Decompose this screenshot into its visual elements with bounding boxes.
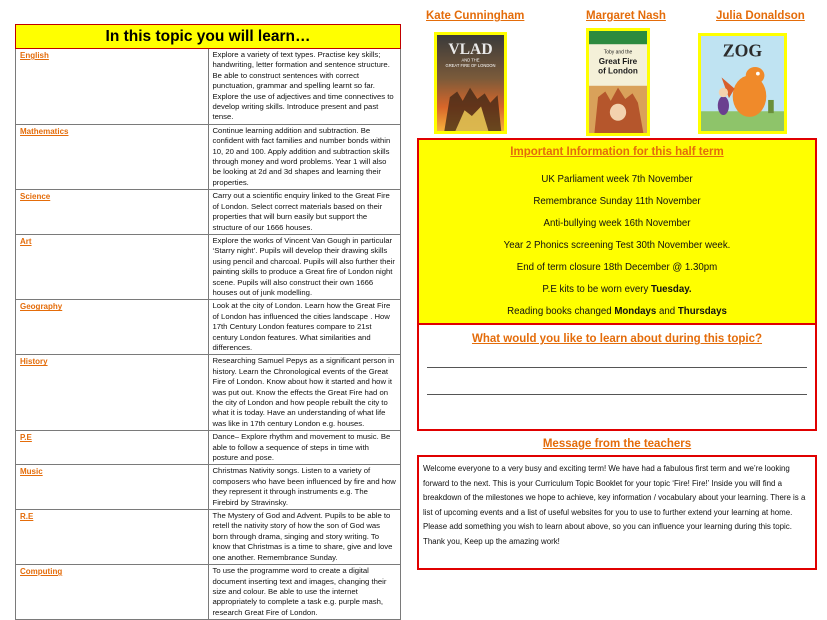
book-cover-subtitle-great-fire: GREAT FIRE OF LONDON bbox=[445, 62, 496, 69]
table-row bbox=[16, 234, 401, 299]
book-cover-toby bbox=[586, 28, 650, 136]
answer-line[interactable] bbox=[427, 394, 807, 395]
info-line bbox=[419, 169, 815, 191]
subject-description-mathematics: Continue learning addition and subtraction. Be confident with fact families and number bonds within 10, 20 and 100. Apply addition and subtraction skills through money and word problems. Year 1 will also be looking at 2d and 3d shapes and learning their properties. bbox=[208, 124, 401, 189]
book-cover-title-zog: ZOG bbox=[722, 40, 763, 61]
table-row bbox=[16, 190, 401, 235]
book-cover-line-great-fire: Great Fire bbox=[598, 55, 638, 67]
subject-label-music: Music bbox=[16, 465, 209, 510]
subject-label-pe: P.E bbox=[16, 431, 209, 465]
info-line-text: and bbox=[656, 306, 678, 317]
info-line-text: Year 2 Phonics screening Test 30th November week. bbox=[503, 240, 731, 251]
subject-label-history: History bbox=[16, 355, 209, 431]
info-line bbox=[419, 235, 815, 257]
table-row bbox=[16, 300, 401, 355]
info-line bbox=[419, 301, 815, 323]
info-line bbox=[419, 213, 815, 235]
info-line bbox=[419, 257, 815, 279]
answer-line[interactable] bbox=[427, 367, 807, 368]
info-line-text: UK Parliament week 7th November bbox=[541, 174, 693, 185]
info-line-text: End of term closure 18th December @ 1.30pm bbox=[516, 262, 718, 273]
topic-table bbox=[15, 24, 401, 620]
important-info-title: Important Information for this half term bbox=[510, 146, 724, 158]
table-row bbox=[16, 510, 401, 565]
subject-description-pe: Dance– Explore rhythm and movement to music. Be able to follow a sequence of steps in time with posture and pose. bbox=[208, 431, 401, 465]
subject-label-computing: Computing bbox=[16, 565, 209, 620]
topic-table-title: In this topic you will learn… bbox=[16, 25, 401, 49]
book-cover-line-of-london: of London bbox=[598, 65, 638, 76]
subject-label-art: Art bbox=[16, 234, 209, 299]
book-cover-zog bbox=[698, 33, 787, 134]
info-line-text: Anti-bullying week 16th November bbox=[543, 218, 691, 229]
subject-description-geography: Look at the city of London. Learn how the Great Fire of London has influenced the cities landscape . How 17th Century London features compare to 21st century London features. What similarities and differences. bbox=[208, 300, 401, 355]
subject-description-history: Researching Samuel Pepys as a significant person in history. Learn the Chronological events of the Great Fire of London. Know about how it started and how it was put out. Know the effects the Great Fire had on the city of London and how people rebuilt the city to what it is today. Have an understanding of what life was like in 17th century London e.g. houses. bbox=[208, 355, 401, 431]
subject-description-english: Explore a variety of text types. Practise key skills; handwriting, letter formation and sentence structure. Be able to construct sentences with correct punctuation, grammar and spelling learnt so far. Explore the use of adjectives and time connectives to develop writing skills. Introduce present and past tense. bbox=[208, 49, 401, 125]
subject-label-mathematics: Mathematics bbox=[16, 124, 209, 189]
author-name-margaret-nash: Margaret Nash bbox=[586, 10, 666, 22]
info-line-text: Reading books changed bbox=[507, 306, 615, 317]
subject-label-re: R.E bbox=[16, 510, 209, 565]
subject-description-music: Christmas Nativity songs. Listen to a variety of composers who have been influenced by fire and how they represent it through instruments e.g. The Firebird by Stravinsky. bbox=[208, 465, 401, 510]
subject-label-science: Science bbox=[16, 190, 209, 235]
table-row bbox=[16, 124, 401, 189]
table-row bbox=[16, 49, 401, 125]
message-text: Welcome everyone to a very busy and exciting term! We have had a fabulous first term and we’re looking forward to the next. This is your Curriculum Topic Booklet for your topic ‘Fire! Fire!’ Inside you will find a breakdown of the milestones we hope to achieve, key information / vocabulary about your learning. There is a list of upcoming events and a list of useful websites for you to use to further extend your learning at home. Please add something you wish to learn about above, so you can influence your learning during this topic. Thank you, Keep up the amazing work! bbox=[423, 464, 806, 546]
info-line bbox=[419, 191, 815, 213]
table-row bbox=[16, 565, 401, 620]
info-line-bold: Thursdays bbox=[677, 306, 727, 317]
important-info-list bbox=[419, 169, 815, 323]
book-cover-vlad bbox=[434, 32, 507, 134]
important-info-panel bbox=[417, 138, 817, 325]
info-line-text: P.E kits to be worn every bbox=[542, 284, 652, 295]
author-name-kate-cunningham: Kate Cunningham bbox=[426, 10, 525, 22]
info-line-bold: Mondays bbox=[614, 306, 657, 317]
question-title: What would you like to learn about during this topic? bbox=[471, 333, 763, 345]
info-line bbox=[419, 279, 815, 301]
subject-description-computing: To use the programme word to create a digital document inserting text and images, changing their size and colour. Be able to use the internet appropriately to complete a task e.g. purple mash, research Great Fire of London. bbox=[208, 565, 401, 620]
subject-description-re: The Mystery of God and Advent. Pupils to be able to retell the nativity story of how the son of God was born through drama, singing and story writing. To know that Christmas is a time to share, give and love one another. Remembrance Sunday. bbox=[208, 510, 401, 565]
question-panel bbox=[417, 325, 817, 431]
info-line-text: Remembrance Sunday 11th November bbox=[533, 196, 701, 207]
subject-label-geography: Geography bbox=[16, 300, 209, 355]
info-line-bold: Tuesday. bbox=[651, 284, 692, 295]
book-cover-title-vlad: VLAD bbox=[448, 40, 493, 58]
book-cover-line-toby: Toby and the bbox=[603, 49, 633, 56]
message-panel bbox=[417, 455, 817, 570]
topic-table-header-row bbox=[16, 25, 401, 49]
subject-description-art: Explore the works of Vincent Van Gough in particular ‘Starry night’. Pupils will develop their drawing skills using pencil and charcoal. Pupils will also further their painting skills to produce a Great fire of London night scene. Pupils will also construct their own 1666 houses out of junk modelling. bbox=[208, 234, 401, 299]
author-name-julia-donaldson: Julia Donaldson bbox=[716, 10, 805, 22]
subject-label-english: English bbox=[16, 49, 209, 125]
table-row bbox=[16, 355, 401, 431]
table-row bbox=[16, 465, 401, 510]
table-row bbox=[16, 431, 401, 465]
message-title: Message from the teachers bbox=[542, 438, 692, 450]
book-cover-subtitle-and-the: AND THE bbox=[461, 57, 480, 63]
subject-description-science: Carry out a scientific enquiry linked to the Great Fire of London. Select correct materials based on their properties that will burn easily but support the structure of our 1666 houses. bbox=[208, 190, 401, 235]
